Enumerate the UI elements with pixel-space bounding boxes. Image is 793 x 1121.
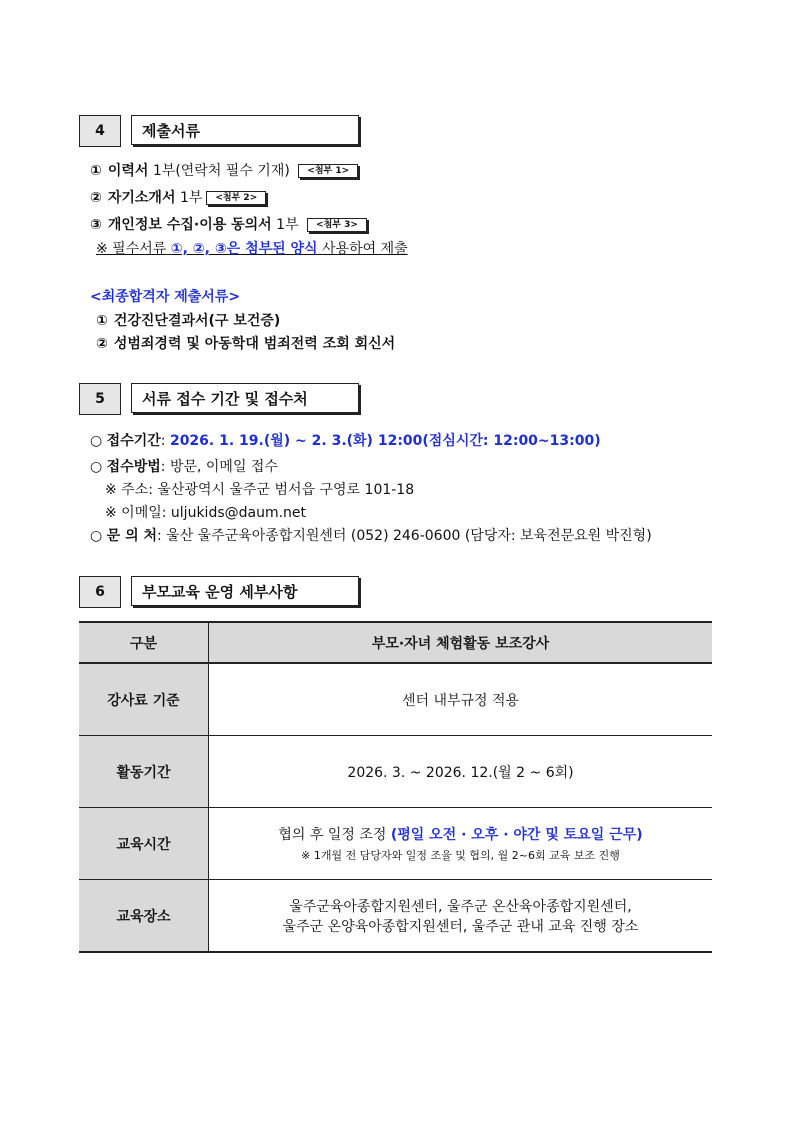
attachment-tag: <첨부 2> [206, 191, 266, 205]
note-prefix: ※ 필수서류 [96, 241, 167, 257]
final-docs-heading: <최종합격자 제출서류> [90, 289, 241, 305]
item-marker: ② [96, 336, 108, 352]
location-line: 울주군육아종합지원센터, 울주군 온산육아종합지원센터, [289, 898, 632, 915]
schedule-note: ※ 1개월 전 담당자와 일정 조율 및 협의, 월 2~6회 교육 보조 진행 [301, 849, 620, 862]
docs-note [96, 238, 408, 258]
period-value: 2026. 1. 19.(월) ~ 2. 3.(화) 12:00(점심시간: 12:00~13:00) [169, 433, 601, 449]
schedule-highlight: (평일 오전 · 오후 · 야간 및 토요일 근무) [390, 827, 643, 843]
table-row [79, 663, 712, 736]
method-value: 방문, 이메일 접수 [169, 459, 278, 475]
row-label: 교육장소 [79, 880, 209, 953]
doc-name: 자기소개서 [107, 190, 176, 206]
bullet: ○ [90, 433, 103, 449]
section-title: 제출서류 [131, 115, 359, 145]
bullet: ○ [90, 459, 103, 475]
row-value: 센터 내부규정 적용 [209, 663, 713, 736]
note-highlight: ①, ②, ③은 첨부된 양식 [170, 241, 318, 257]
table-header-cell: 부모·자녀 체험활동 보조강사 [209, 622, 713, 663]
bullet: ○ [90, 528, 103, 544]
final-doc-item-1 [96, 310, 280, 330]
doc-name: 개인정보 수집·이용 동의서 [107, 217, 272, 233]
attachment-tag: <첨부 1> [298, 164, 358, 178]
contact-label: 문 의 처 [106, 528, 157, 544]
row-value: 2026. 3. ~ 2026. 12.(월 2 ~ 6회) [209, 736, 713, 808]
contact-value: 울산 울주군육아종합지원센터 (052) 246-0600 (담당자: 보육전문요원 박진형) [166, 528, 652, 544]
table-row [79, 880, 712, 953]
table-row [79, 808, 712, 880]
details-table [79, 621, 712, 953]
section-title: 부모교육 운영 세부사항 [131, 576, 359, 606]
reception-email: ※ 이메일: uljukids@daum.net [105, 505, 307, 521]
final-doc-text: 건강진단결과서(구 보건증) [113, 313, 281, 329]
doc-item-3 [90, 214, 367, 234]
final-doc-text: 성범죄경력 및 아동학대 범죄전력 조회 회신서 [113, 336, 396, 352]
reception-address: ※ 주소: 울산광역시 울주군 범서읍 구영로 101-18 [105, 482, 415, 498]
row-label: 강사료 기준 [79, 663, 209, 736]
table-header-row [79, 622, 712, 663]
reception-method: ○ 접수방법: 방문, 이메일 접수 [90, 459, 278, 475]
row-label: 교육시간 [79, 808, 209, 880]
section-title: 서류 접수 기간 및 접수처 [131, 383, 359, 413]
doc-item-2 [90, 187, 266, 207]
item-marker: ② [90, 190, 102, 206]
table-row [79, 736, 712, 808]
section-number: 5 [79, 383, 121, 415]
item-marker: ① [90, 163, 102, 179]
location-line: 울주군 온양육아종합지원센터, 울주군 관내 교육 진행 장소 [282, 918, 639, 935]
row-value [209, 808, 713, 880]
method-label: 접수방법 [106, 459, 161, 475]
period-label: 접수기간 [106, 433, 161, 449]
item-marker: ① [96, 313, 108, 329]
doc-detail: 1부 [179, 190, 203, 206]
doc-detail: 1부(연락처 필수 기재) [152, 163, 290, 179]
reception-contact: ○ 문 의 처: 울산 울주군육아종합지원센터 (052) 246-0600 (담당자: 보육전문요원 박진형) [90, 528, 652, 544]
section-number: 6 [79, 576, 121, 608]
section-number: 4 [79, 115, 121, 147]
doc-detail: 1부 [276, 217, 299, 233]
doc-item-1 [90, 160, 358, 180]
reception-period: ○ 접수기간: 2026. 1. 19.(월) ~ 2. 3.(화) 12:00(점심시간: 12:00~13:00) [90, 433, 601, 449]
schedule-text: 협의 후 일정 조정 [278, 827, 387, 843]
note-suffix: 사용하여 제출 [322, 241, 408, 257]
attachment-tag: <첨부 3> [307, 218, 367, 232]
final-doc-item-2 [96, 333, 395, 353]
row-label: 활동기간 [79, 736, 209, 808]
table-header-cell: 구분 [79, 622, 209, 663]
row-value [209, 880, 713, 953]
item-marker: ③ [90, 217, 102, 233]
doc-name: 이력서 [107, 163, 149, 179]
